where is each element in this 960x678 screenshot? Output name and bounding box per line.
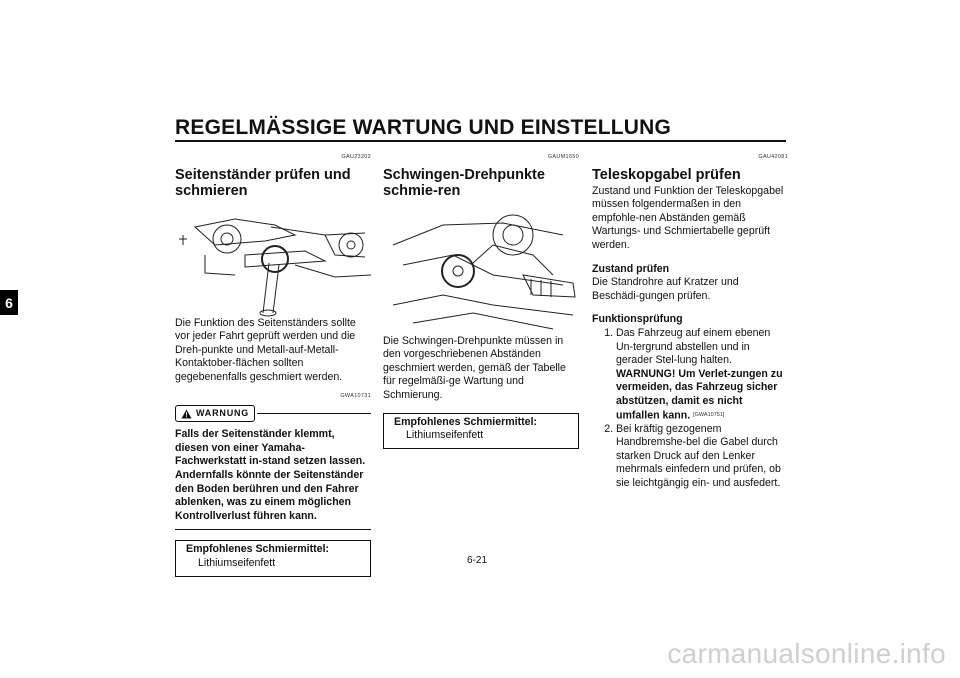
swingarm-illustration: [383, 205, 579, 335]
section-body: Die Schwingen-Drehpunkte müssen in den vorgeschriebenen Abständen geschmiert werden, gemäß der Tabelle für regelmäßi-ge Wartung und Schmierung.: [383, 334, 566, 401]
section-side-stand: [175, 146, 371, 577]
step-warning: WARNUNG! Um Verlet-zungen zu vermeiden, das Fahrzeug sicher abstützen, damit es nicht umfallen kann.: [616, 367, 783, 422]
lubricant-title: Empfohlenes Schmiermittel:: [394, 415, 538, 428]
function-step-2: [616, 423, 788, 491]
step-warning-code: [GWA10751]: [693, 411, 725, 418]
condition-text: Die Standrohre auf Kratzer und Beschädi-gungen prüfen.: [592, 276, 739, 302]
section-body: Die Funktion des Seitenständers sollte vor jeder Fahrt geprüft werden und die Dreh-punkte und Metall-auf-Metall-Kontaktober-flächen sollten gegebenenfalls geschmiert werden.: [175, 316, 356, 383]
warning-label: [175, 405, 255, 422]
function-steps: [592, 327, 788, 491]
warning-triangle-icon: [181, 409, 192, 419]
page-number: 6-21: [467, 555, 488, 566]
section-code: GAU23202: [341, 154, 371, 160]
lubricant-value: Lithiumseifenfett: [406, 429, 484, 442]
condition-heading: Zustand prüfen: [592, 262, 670, 275]
page-title: REGELMÄSSIGE WARTUNG UND EINSTELLUNG: [175, 116, 672, 139]
section-title: Seitenständer prüfen und schmieren: [175, 166, 351, 199]
lubricant-box: [175, 540, 371, 576]
lubricant-title: Empfohlenes Schmiermittel:: [186, 543, 330, 556]
side-stand-illustration: [175, 205, 371, 317]
section-code: GAU42081: [758, 154, 788, 160]
warning-code: GWA10731: [340, 392, 371, 399]
section-title: Teleskopgabel prüfen: [592, 166, 741, 183]
lubricant-value: Lithiumseifenfett: [198, 556, 276, 569]
section-fork: [592, 146, 788, 491]
section-intro: Zustand und Funktion der Teleskopgabel müssen folgendermaßen in den empfohle-nen Abständen gemäß Wartungs- und Schmiertabelle geprüft werden.: [592, 184, 784, 251]
step-text: Das Fahrzeug auf einem ebenen Un-tergrund abstellen und in gerader Stel-lung halten.: [616, 326, 771, 367]
warning-rule: [257, 413, 371, 414]
header-rule: [175, 140, 786, 142]
warning-header: [175, 405, 371, 422]
warning-text: Falls der Seitenständer klemmt, diesen von einer Yamaha-Fachwerkstatt in-stand setzen lassen. Andernfalls könnte der Seitenständer den Boden berühren und den Fahrer ablenken, was zu einem möglichen Kontrollverlust führen kann.: [175, 428, 366, 522]
section-code: GAUM1650: [547, 154, 579, 160]
function-step-1: [616, 327, 788, 423]
lubricant-box: [383, 413, 579, 449]
step-text: Bei kräftig gezogenem Handbremshe-bel die Gabel durch starken Druck auf den Lenker mehrmals einfedern und prüfen, ob sie leichtgängig ein- und ausfedert.: [616, 422, 781, 490]
function-heading: Funktionsprüfung: [592, 313, 683, 326]
chapter-tab: 6: [0, 290, 18, 315]
watermark: carmanualsonline.info: [667, 638, 946, 669]
section-swingarm: [383, 146, 579, 449]
swingarm-drawing: [383, 205, 579, 335]
side-stand-drawing: [175, 205, 371, 317]
warning-label-text: WARNUNG: [196, 407, 250, 418]
section-title: Schwingen-Drehpunkte schmie-ren: [383, 166, 545, 199]
warning-end-rule: [175, 529, 371, 530]
